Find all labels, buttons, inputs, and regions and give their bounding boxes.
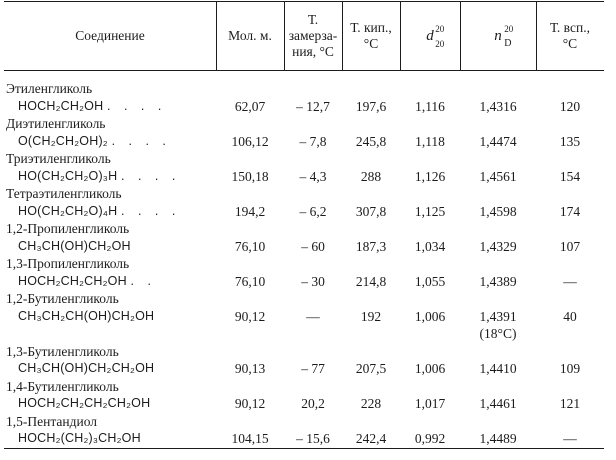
compound-formula: O(CH₂CH₂OH)₂ . . . .: [18, 133, 171, 148]
compound-name: 1,5-Пентандиол: [6, 413, 98, 429]
boil-temp-value: 187,3: [355, 238, 387, 254]
flash-temp-value: —: [563, 273, 577, 289]
density-value: 1,034: [414, 238, 446, 254]
flash-temp-value: 121: [559, 396, 581, 411]
refractive-index-value: 1,4598: [479, 203, 517, 219]
header-refractive-index: n 20 D: [494, 24, 514, 49]
compound-name: 1,4-Бутиленгликоль: [6, 378, 119, 394]
header-density: d 20 20: [426, 24, 445, 49]
flash-temp-value: 154: [559, 168, 581, 184]
freeze-temp-value: 20,2: [301, 396, 325, 411]
header-compound: Соединение: [75, 28, 145, 43]
freeze-temp-value: – 4,3: [299, 168, 327, 184]
refractive-index-value: 1,4316: [479, 98, 517, 114]
table-row: [4, 80, 604, 115]
compound-formula: HOCH₂(CH₂)₃CH₂OH: [18, 431, 141, 445]
compound-formula: HOCH₂CH₂CH₂OH . .: [18, 273, 156, 288]
boil-temp-value: 207,5: [355, 361, 387, 376]
leader-dots: . . . .: [107, 98, 167, 113]
bottom-rule: [4, 448, 604, 449]
boil-temp-value: 197,6: [355, 98, 387, 114]
leader-dots: . .: [130, 273, 156, 288]
compound-formula: HOCH₂CH₂CH₂CH₂OH: [18, 396, 151, 410]
mol-mass-value: 90,12: [234, 308, 266, 324]
compound-name: Триэтиленгликоль: [6, 151, 111, 166]
density-value: 1,125: [414, 203, 446, 219]
refractive-index-value: 1,4489: [479, 431, 517, 446]
freeze-temp-value: – 77: [301, 361, 325, 376]
density-value: 1,118: [415, 133, 445, 149]
refractive-index-value: 1,4329: [479, 238, 517, 254]
compound-name: 1,3-Бутиленгликоль: [6, 343, 119, 359]
density-value: 1,055: [414, 273, 446, 289]
flash-temp-value: 107: [559, 238, 581, 254]
boil-temp-value: 192: [360, 308, 382, 324]
freeze-temp-value: – 12,7: [296, 98, 330, 114]
freeze-temp-value: – 60: [301, 238, 325, 254]
freeze-temp-value: – 30: [301, 273, 325, 289]
boil-temp-value: 214,8: [355, 273, 387, 289]
table-row: [4, 255, 604, 290]
compound-name: Тетраэтиленгликоль: [6, 186, 122, 201]
refractive-index-value: 1,4461: [479, 396, 517, 411]
table-row: [4, 115, 604, 150]
leader-dots: . . . .: [121, 168, 181, 183]
mol-mass-value: 90,13: [234, 361, 266, 376]
table-row: [4, 150, 604, 185]
flash-temp-value: 40: [563, 308, 577, 324]
compound-formula: HO(CH₂CH₂O)₃H . . . .: [18, 168, 181, 183]
compound-formula: CH₃CH₂CH(OH)CH₂OH: [18, 308, 155, 323]
table-row: [4, 378, 604, 413]
header-freeze-temp: Т. замерза- ния, °С: [288, 12, 338, 59]
mol-mass-value: 106,12: [231, 133, 269, 149]
leader-dots: . . . .: [111, 133, 171, 148]
mol-mass-value: 90,12: [234, 396, 266, 411]
compound-formula: HOCH₂CH₂OH . . . .: [18, 98, 167, 113]
table-row: [4, 343, 604, 378]
table-row: [4, 220, 604, 255]
mol-mass-value: 76,10: [234, 273, 266, 289]
refractive-index-value: 1,4410: [479, 361, 517, 376]
compound-name: Этиленгликоль: [6, 81, 93, 96]
flash-temp-value: 109: [559, 361, 581, 376]
header-rule: [4, 70, 604, 71]
refractive-index-value: 1,4561: [479, 168, 517, 184]
boil-temp-value: 242,4: [355, 431, 387, 446]
boil-temp-value: 228: [360, 396, 382, 411]
refractive-index-value: 1,4474: [479, 133, 517, 149]
flash-temp-value: 120: [559, 98, 581, 114]
data-table: [4, 80, 604, 448]
boil-temp-value: 245,8: [355, 133, 387, 149]
table-row: [4, 185, 604, 220]
freeze-temp-value: – 7,8: [299, 133, 327, 149]
header-boil-temp: Т. кип., °С: [350, 20, 392, 51]
table-row: [4, 413, 604, 448]
compound-name: Диэтиленгликоль: [6, 116, 106, 131]
flash-temp-value: —: [563, 431, 577, 446]
freeze-temp-value: —: [306, 308, 320, 324]
freeze-temp-value: – 6,2: [299, 203, 327, 219]
refractive-index-note: (18°С): [479, 326, 517, 341]
freeze-temp-value: – 15,6: [296, 431, 330, 446]
density-value: 0,992: [414, 431, 446, 446]
flash-temp-value: 174: [559, 203, 581, 219]
compound-formula: CH₃CH(OH)CH₂CH₂OH: [18, 361, 155, 375]
mol-mass-value: 150,18: [231, 168, 269, 184]
compound-name: 1,2-Пропиленгликоль: [6, 221, 130, 236]
compound-name: 1,2-Бутиленгликоль: [6, 291, 119, 306]
header-mol-mass: Мол. м.: [228, 28, 272, 43]
leader-dots: . . . .: [121, 203, 181, 218]
density-value: 1,017: [414, 396, 446, 411]
refractive-index-value: 1,4391: [479, 308, 517, 324]
header-flash-temp: Т. всп., °С: [550, 20, 590, 51]
compound-formula: CH₃CH(OH)CH₂OH: [18, 238, 131, 253]
boil-temp-value: 307,8: [355, 203, 387, 219]
compound-name: 1,3-Пропиленгликоль: [6, 256, 130, 271]
flash-temp-value: 135: [559, 133, 581, 149]
mol-mass-value: 62,07: [234, 98, 266, 114]
density-value: 1,006: [414, 361, 446, 376]
density-value: 1,006: [414, 308, 446, 324]
compound-formula: HO(CH₂CH₂O)₄H . . . .: [18, 203, 181, 218]
mol-mass-value: 104,15: [231, 431, 269, 446]
table-row: [4, 290, 604, 343]
mol-mass-value: 194,2: [234, 203, 266, 219]
boil-temp-value: 288: [360, 168, 382, 184]
refractive-index-value: 1,4389: [479, 273, 517, 289]
mol-mass-value: 76,10: [234, 238, 266, 254]
density-value: 1,126: [414, 168, 446, 184]
density-value: 1,116: [415, 98, 445, 114]
